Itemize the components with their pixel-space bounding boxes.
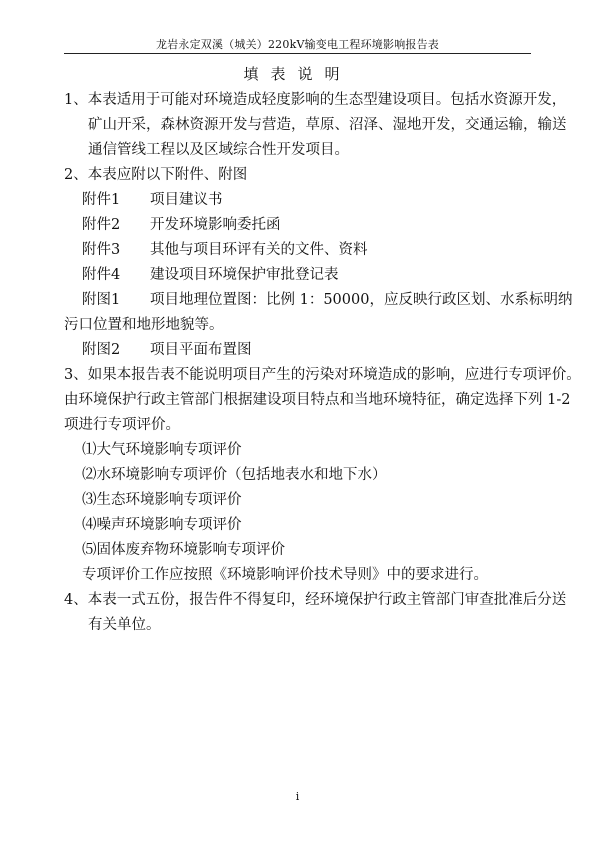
instructions-body bbox=[64, 88, 581, 638]
attachment-label: 附图2 bbox=[82, 342, 121, 358]
item-1-line-3: 通信管线工程以及区域综合性开发项目。 bbox=[88, 142, 349, 158]
special-evaluation-note: 专项评价工作应按照《环境影响评价技术导则》中的要求进行。 bbox=[82, 567, 488, 583]
special-evaluation-5: ⑸固体废弃物环境影响专项评价 bbox=[82, 542, 285, 558]
figure-2 bbox=[64, 338, 548, 363]
attachment-text: 其他与项目环评有关的文件、资料 bbox=[150, 242, 368, 258]
item-text: 本表一式五份，报告件不得复印，经环境保护行政主管部门审查批准后分送 bbox=[87, 592, 567, 608]
item-2-line-1 bbox=[64, 163, 548, 188]
attachment-label: 附件4 bbox=[82, 267, 121, 283]
attachment-3 bbox=[64, 238, 548, 263]
attachment-label: 附件1 bbox=[82, 192, 121, 208]
special-evaluation-2: ⑵水环境影响专项评价（包括地表水和地下水） bbox=[82, 467, 387, 483]
attachment-text: 项目建议书 bbox=[150, 192, 223, 208]
item-text: 本表适用于可能对环境造成轻度影响的生态型建设项目。包括水资源开发， bbox=[87, 92, 567, 108]
special-evaluation-1: ⑴大气环境影响专项评价 bbox=[82, 442, 242, 458]
header-title: 龙岩永定双溪（城关）220kV输变电工程环境影响报告表 bbox=[155, 38, 439, 51]
attachment-label: 附件2 bbox=[82, 217, 121, 233]
figure-1-continuation: 污口位置和地形地貌等。 bbox=[64, 317, 224, 333]
item-3-line-1 bbox=[64, 363, 581, 388]
item-4-line-1 bbox=[64, 588, 567, 613]
item-number: 4、 bbox=[64, 592, 88, 608]
item-number: 3、 bbox=[64, 367, 88, 383]
item-1-line-1 bbox=[64, 88, 567, 113]
attachment-2 bbox=[64, 213, 548, 238]
attachment-1 bbox=[64, 188, 548, 213]
figure-1 bbox=[64, 288, 573, 313]
item-number: 2、 bbox=[64, 167, 88, 183]
attachment-text: 建设项目环境保护审批登记表 bbox=[150, 267, 339, 283]
item-text: 本表应附以下附件、附图 bbox=[87, 167, 248, 183]
attachment-label: 附图1 bbox=[82, 292, 121, 308]
section-title: 填表说明 bbox=[243, 65, 352, 83]
item-3-line-2: 由环境保护行政主管部门根据建设项目特点和当地环境特征，确定选择下列 1-2 bbox=[64, 392, 571, 408]
header-divider bbox=[64, 53, 531, 54]
attachment-text: 开发环境影响委托函 bbox=[150, 217, 281, 233]
item-3-line-3: 项进行专项评价。 bbox=[64, 417, 180, 433]
special-evaluation-3: ⑶生态环境影响专项评价 bbox=[82, 492, 242, 508]
item-4-line-2: 有关单位。 bbox=[88, 617, 161, 633]
page-number: i bbox=[295, 790, 300, 803]
attachment-4 bbox=[64, 263, 548, 288]
attachment-label: 附件3 bbox=[82, 242, 121, 258]
attachment-text: 项目地理位置图：比例 1：50000，应反映行政区划、水系标明纳 bbox=[150, 292, 573, 308]
special-evaluation-4: ⑷噪声环境影响专项评价 bbox=[82, 517, 242, 533]
item-number: 1、 bbox=[64, 92, 88, 108]
item-1-line-2: 矿山开采，森林资源开发与营造，草原、沼泽、湿地开发，交通运输，输送 bbox=[88, 117, 567, 133]
attachment-text: 项目平面布置图 bbox=[150, 342, 252, 358]
item-text: 如果本报告表不能说明项目产生的污染对环境造成的影响，应进行专项评价。 bbox=[87, 367, 581, 383]
